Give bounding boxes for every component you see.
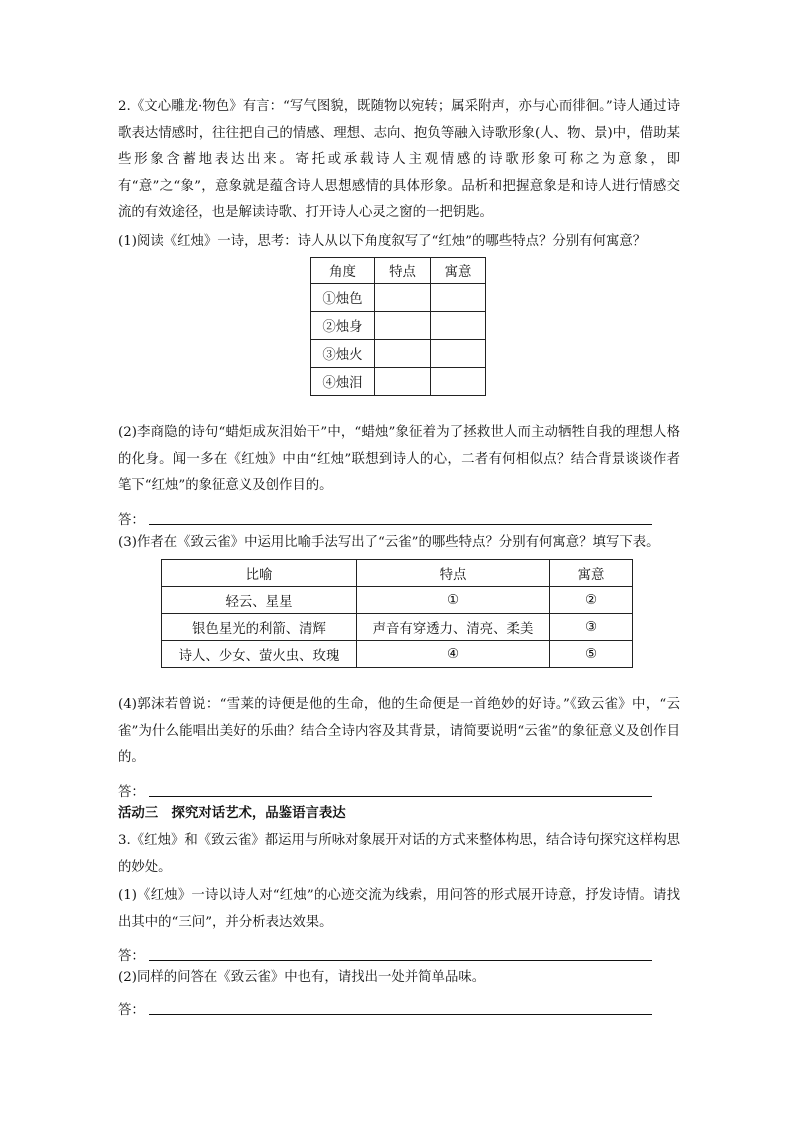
table-row bbox=[311, 368, 486, 396]
table-row bbox=[311, 340, 486, 368]
activity-3-heading: 活动三 探究对话艺术，品鉴语言表达 bbox=[118, 805, 346, 821]
question-3-part-1: (1)《红烛》一诗以诗人对“红烛”的心迹交流为线索，用问答的形式展开诗意，抒发诗情。请找出其中的“三问”，并分析表达效果。 bbox=[118, 888, 680, 930]
table-cell-blank[interactable] bbox=[431, 368, 486, 396]
table-row bbox=[311, 284, 486, 312]
table-cell: ①烛色 bbox=[311, 284, 375, 312]
answer-line bbox=[118, 938, 680, 964]
table-cell-blank[interactable] bbox=[375, 368, 431, 396]
question-3-intro: 3.《红烛》和《致云雀》都运用与所咏对象展开对话的方式来整体构思，结合诗句探究这样构思的妙处。 bbox=[118, 833, 680, 875]
answer-line bbox=[118, 502, 680, 528]
question-2-part-1: (1)阅读《红烛》一诗，思考：诗人从以下角度叙写了“红烛”的哪些特点？分别有何寓意？ bbox=[118, 234, 647, 249]
table-cell: ① bbox=[357, 587, 550, 614]
question-2-part-2: (2)李商隐的诗句“蜡炬成灰泪始干”中，“蜡烛”象征着为了拯救世人而主动牺牲自我的理想人格的化身。闻一多在《红烛》中由“红烛”联想到诗人的心，二者有何相似点？结合背景谈谈作者笔下“红烛”的象征意义及创作目的。 bbox=[118, 425, 680, 493]
table-header: 特点 bbox=[357, 560, 550, 587]
question-2-part-4: (4)郭沫若曾说：“雪莱的诗便是他的生命，他的生命便是一首绝妙的好诗。”《致云雀》中，“云雀”为什么能唱出美好的乐曲？结合全诗内容及其背景，请简要说明“云雀”的象征意义及创作目的。 bbox=[118, 697, 680, 765]
table-cell-blank[interactable] bbox=[431, 340, 486, 368]
table-cell: 诗人、少女、萤火虫、玫瑰 bbox=[162, 641, 357, 668]
table-row bbox=[162, 587, 633, 614]
table-header: 寓意 bbox=[431, 258, 486, 284]
answer-label: 答： bbox=[118, 785, 145, 800]
table-cell-blank[interactable] bbox=[431, 284, 486, 312]
table-cell: ④ bbox=[357, 641, 550, 668]
table-header: 比喻 bbox=[162, 560, 357, 587]
table-cell: ③ bbox=[550, 614, 633, 641]
question-2-intro: 2.《文心雕龙·物色》有言：“写气图貌，既随物以宛转；属采附声，亦与心而徘徊。”诗人通过诗歌表达情感时，往往把自己的情感、理想、志向、抱负等融入诗歌形象(人、物、景)中，借助某些形象含蓄地表达出来。寄托或承载诗人主观情感的诗歌形象可称之为意象，即有“意”之“象”，意象就是蕴含诗人思想感情的具体形象。品析和把握意象是和诗人进行情感交流的有效途径，也是解读诗歌、打开诗人心灵之窗的一把钥匙。 bbox=[118, 99, 680, 220]
answer-label: 答： bbox=[118, 513, 145, 528]
table-hongzhu-angles bbox=[310, 257, 486, 396]
table-row bbox=[162, 641, 633, 668]
answer-line bbox=[118, 992, 680, 1018]
table-cell: ⑤ bbox=[550, 641, 633, 668]
answer-blank[interactable] bbox=[149, 998, 652, 1015]
table-cell: ④烛泪 bbox=[311, 368, 375, 396]
answer-line bbox=[118, 774, 680, 800]
table-header: 特点 bbox=[375, 258, 431, 284]
table-cell: 声音有穿透力、清亮、柔美 bbox=[357, 614, 550, 641]
answer-label: 答： bbox=[118, 949, 145, 964]
table-row bbox=[162, 614, 633, 641]
table-cell-blank[interactable] bbox=[375, 340, 431, 368]
table-cell: ②烛身 bbox=[311, 312, 375, 340]
table-cell: 银色星光的利箭、清辉 bbox=[162, 614, 357, 641]
answer-blank[interactable] bbox=[149, 780, 652, 797]
table-cell-blank[interactable] bbox=[375, 284, 431, 312]
question-3-part-2: (2)同样的问答在《致云雀》中也有，请找出一处并简单品味。 bbox=[118, 970, 486, 985]
table-cell-blank[interactable] bbox=[431, 312, 486, 340]
answer-label: 答： bbox=[118, 1003, 145, 1018]
table-yunque-metaphors bbox=[161, 559, 633, 668]
table-row bbox=[311, 312, 486, 340]
question-2-part-3: (3)作者在《致云雀》中运用比喻手法写出了“云雀”的哪些特点？分别有何寓意？填写下表。 bbox=[118, 535, 660, 550]
table-cell: ② bbox=[550, 587, 633, 614]
table-header: 寓意 bbox=[550, 560, 633, 587]
answer-blank[interactable] bbox=[149, 508, 652, 525]
table-cell: 轻云、星星 bbox=[162, 587, 357, 614]
table-header: 角度 bbox=[311, 258, 375, 284]
answer-blank[interactable] bbox=[149, 944, 652, 961]
table-cell-blank[interactable] bbox=[375, 312, 431, 340]
table-cell: ③烛火 bbox=[311, 340, 375, 368]
